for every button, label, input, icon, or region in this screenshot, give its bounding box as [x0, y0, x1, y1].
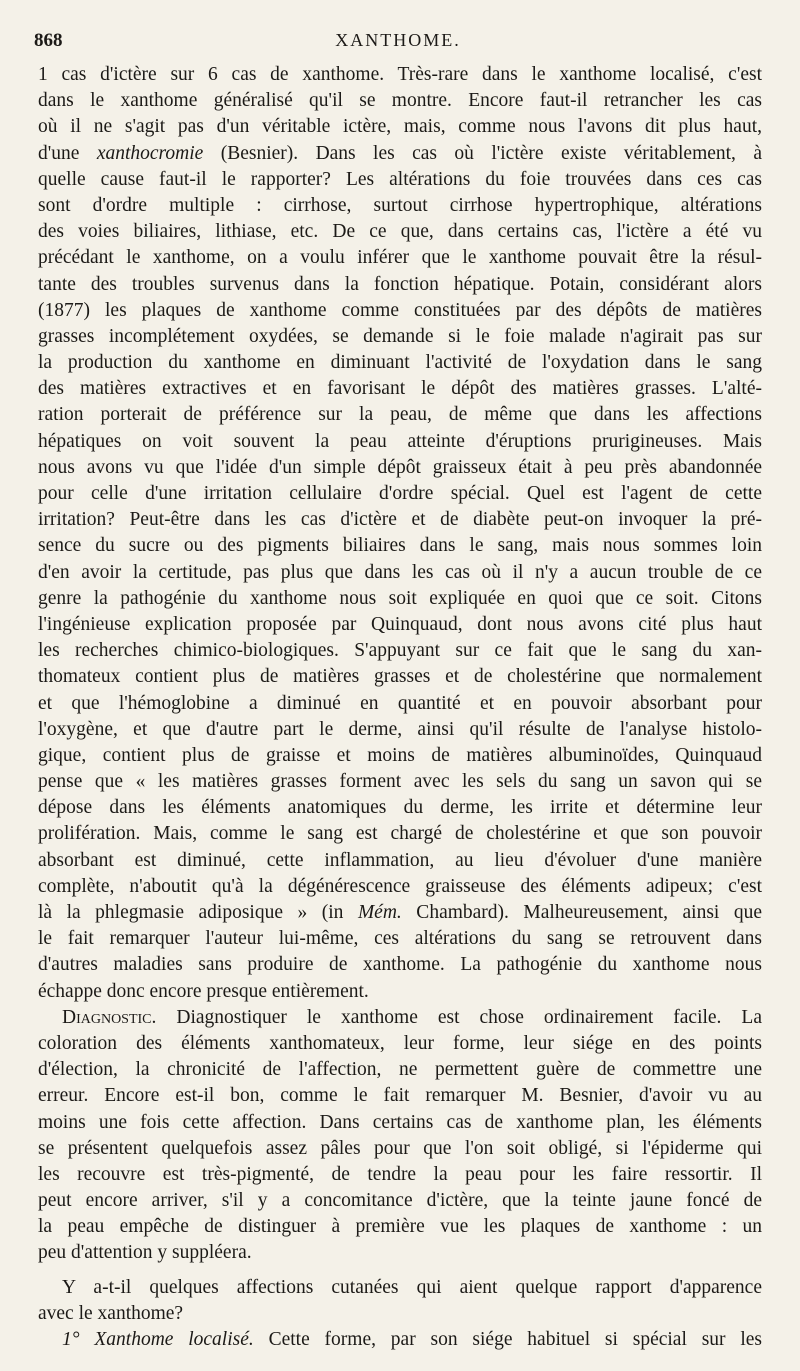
text-line: peu d'attention y suppléera. [38, 1242, 252, 1264]
text-line: grasses incomplétement oxydées, se demande si le foie malade n'agirait pas sur [38, 325, 762, 347]
italic-term: xanthocromie [96, 142, 204, 164]
text-line: irritation? Peut-être dans les cas d'ictère et de diabète peut-on invoquer la pré- [38, 509, 762, 531]
text-line: coloration des éléments xanthomateux, leur forme, leur siége en des points [38, 1032, 762, 1054]
text-span: Cette forme, par son siége habituel si spécial sur les [268, 1329, 762, 1350]
text-line: la production du xanthome en diminuant l'activité de l'oxydation dans le sang [38, 352, 762, 374]
text-line: 1 cas d'ictère sur 6 cas de xanthome. Très-rare dans le xanthome localisé, c'est [38, 64, 762, 85]
text-line: ration porterait de préférence sur la peau, de même que dans les affections [38, 404, 762, 426]
paragraph-question [38, 1275, 762, 1327]
text-line: d'autres maladies sans produire de xanthome. La pathogénie du xanthome nous [38, 954, 762, 976]
text-line: d'en avoir la certitude, pas plus que dans les cas où il n'y a aucun trouble de ce [38, 561, 762, 583]
text-line: nous avons vu que l'idée d'un simple dépôt graisseux était à peu près abandonnée [38, 456, 762, 478]
text-line: thomateux contient plus de matières grasses et de cholestérine que normalement [38, 666, 762, 688]
text-line: dans le xanthome généralisé qu'il se montre. Encore faut-il retrancher les cas [38, 90, 762, 112]
text-line: hépatiques on voit souvent la peau atteinte d'éruptions prurigineuses. Mais [38, 430, 762, 452]
text-line: pense que « les matières grasses forment avec les sels du sang un savon qui se [38, 771, 762, 793]
text-line: gique, contient plus de graisse et moins de matières albuminoïdes, Quinquaud [38, 744, 762, 766]
text-line: sont d'ordre multiple : cirrhose, surtout cirrhose hypertrophique, altérations [38, 194, 762, 216]
text-line: là la phlegmasie adiposique » (in Mém. Chambard). Malheureusement, ainsi que [38, 902, 762, 923]
section-heading-diagnostic: Diagnostic. [62, 1006, 157, 1028]
italic-term: Mém. [357, 902, 402, 923]
text-line: erreur. Encore est-il bon, comme le fait remarquer M. Besnier, d'avoir vu au [38, 1085, 762, 1107]
text-line: précédant le xanthome, on a voulu inférer que le xanthome pouvait être la résul- [38, 247, 762, 269]
subsection-heading: 1° Xanthome localisé. [62, 1329, 254, 1350]
page-header [34, 30, 762, 60]
paragraph-pathogenie [38, 62, 762, 1005]
text-line: peut encore arriver, s'il y a concomitance d'ictère, que la teinte jaune foncé de [38, 1190, 762, 1212]
paragraph-diagnostic [38, 1005, 762, 1267]
text-line: des voies biliaires, lithiase, etc. De ce que, dans certains cas, l'ictère a été vu [38, 221, 762, 243]
text-line: complète, n'aboutit qu'à la dégénérescence graisseuse des éléments adipeux; c'est [38, 875, 762, 897]
text-line: avec le xanthome? [38, 1302, 184, 1324]
text-line: pour celle d'une irritation cellulaire d'ordre spécial. Quel est l'agent de cette [38, 483, 762, 504]
text-line: des matières extractives et en favorisant le dépôt des matières grasses. L'alté- [38, 378, 762, 400]
text-line: l'ingénieuse explication proposée par Quinquaud, dont nous avons cité plus haut [38, 613, 762, 635]
text-line: se présentent quelquefois assez pâles pour que l'on soit obligé, si l'épiderme qui [38, 1137, 762, 1159]
text-line: la peau empêche de distinguer à première vue les plaques de xanthome : un [38, 1216, 762, 1238]
text-line: où il ne s'agit pas d'un véritable ictère, mais, comme nous l'avons dit plus haut, [38, 116, 762, 138]
text-line [38, 1005, 762, 1031]
text-line: d'une xanthocromie (Besnier). Dans les cas où l'ictère existe véritablement, à [38, 142, 762, 164]
text-span: Diagnostiquer le xanthome est chose ordinairement facile. La [176, 1006, 762, 1028]
paragraph-gap [38, 1267, 762, 1275]
text-line: sence du sucre ou des pigments biliaires dans le sang, mais nous sommes loin [38, 535, 762, 557]
body-text [38, 62, 762, 1353]
text-line: les recherches chimico-biologiques. S'appuyant sur ce fait que le sang du xan- [38, 640, 762, 662]
text-line: le fait remarquer l'auteur lui-même, ces altérations du sang se retrouvent dans [38, 928, 762, 950]
text-line: Y a-t-il quelques affections cutanées qui aient quelque rapport d'apparence [62, 1276, 762, 1298]
text-line: d'élection, la chronicité de l'affection, ne permettent guère de commettre une [38, 1059, 762, 1081]
text-line: et que l'hémoglobine a diminué en quantité et en pouvoir absorbant pour [38, 692, 762, 714]
text-line: tante des troubles survenus dans la fonction hépatique. Potain, considérant alors [38, 273, 762, 295]
text-line: l'oxygène, et que d'autre part le derme, ainsi qu'il résulte de l'analyse histolo- [38, 718, 762, 740]
text-line: moins une fois cette affection. Dans certains cas de xanthome plan, les éléments [38, 1111, 762, 1133]
running-title: XANTHOME. [335, 30, 461, 50]
paragraph-xanthome-localise [38, 1327, 762, 1353]
text-line: dépose dans les éléments anatomiques du derme, les irrite et détermine leur [38, 797, 762, 819]
text-line: quelle cause faut-il le rapporter? Les altérations du foie trouvées dans ces cas [38, 168, 762, 190]
text-line: (1877) les plaques de xanthome comme constituées par des dépôts de matières [38, 299, 762, 321]
text-line: absorbant est diminué, cette inflammation, au lieu d'évoluer d'une manière [38, 849, 762, 871]
text-line: genre la pathogénie du xanthome nous soit expliquée en quoi que ce soit. Citons [38, 587, 762, 609]
text-line: les recouvre est très-pigmenté, de tendre la peau pour les faire ressortir. Il [38, 1163, 762, 1185]
text-line: échappe donc encore presque entièrement. [38, 980, 369, 1002]
text-line: prolifération. Mais, comme le sang est chargé de cholestérine et que son pouvoir [38, 823, 762, 845]
page-number: 868 [34, 30, 63, 51]
text-line [38, 1327, 762, 1353]
